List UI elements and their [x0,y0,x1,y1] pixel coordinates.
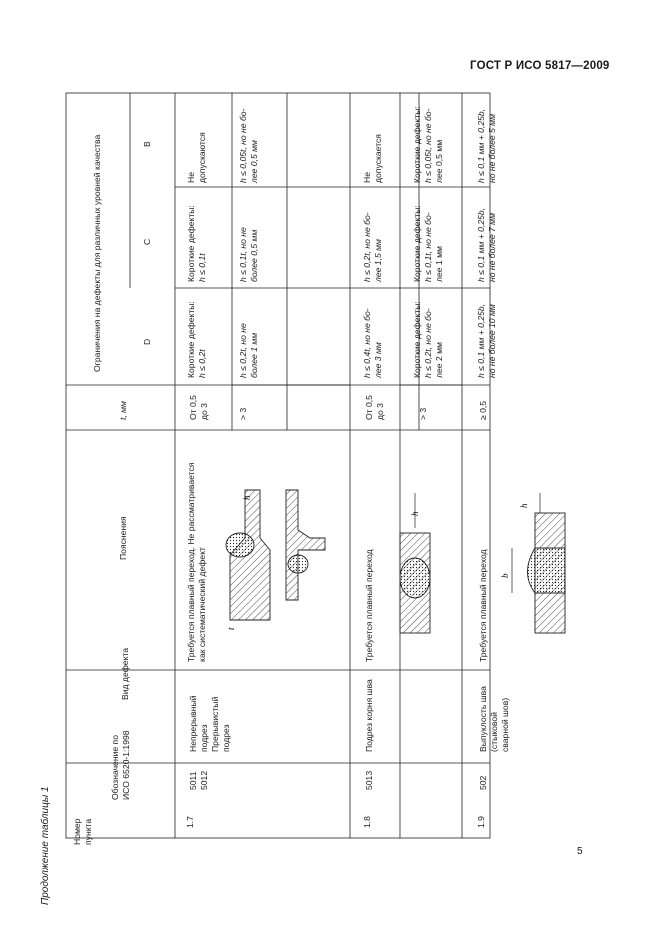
page-number: 5 [577,846,583,857]
header-explanations: Пояснения [118,516,128,560]
header-level-c: C [142,238,152,245]
fig-label-h: h [242,495,252,500]
row-1-8-c-1: h ≤ 0,2t, но не бо- лее 1,5 мм [362,212,383,282]
header-iso-ref: Обозначение по ИСО 6520-1:1998 [110,730,131,800]
row-1-9-d: h ≤ 0,1 мм + 0,25b, но не более 10 мм [476,303,497,378]
row-1-8-explanation: Требуется плавный переход [364,549,374,662]
row-1-8-iso-ref: 5013 [364,770,374,790]
row-1-7-b-2: h ≤ 0,05t, но не бо- лее 0,5 мм [238,108,259,183]
header-level-d: D [142,338,152,345]
row-1-8-d-2: Короткие дефекты: h ≤ 0,2t, но не бо- лее 2 мм [412,301,444,378]
header-level-b: B [142,141,152,147]
row-1-7-d-2: h ≤ 0,2t, но не более 1 мм [238,323,259,378]
row-1-8-t-2: > 3 [418,407,428,420]
undercut-figure [190,470,340,640]
root-undercut-figure [385,488,445,638]
row-1-8-c-2: Короткие дефекты: h ≤ 0,1t, но не бо- лее 1 мм [412,205,444,282]
row-1-9-iso-ref: 502 [478,775,488,790]
row-1-7-t-1: От 0,5 до 3 [188,395,209,420]
row-1-9-item-no: 1.9 [476,816,486,828]
fig-label-h3: h [519,503,529,508]
row-1-8-b-2: Короткие дефекты: h ≤ 0,05t, но не бо- лее 0,5 мм [412,106,444,183]
header-defect-type: Вид дефекта [120,647,130,700]
row-1-9-c: h ≤ 0,1 мм + 0,25b, но не более 7 мм [476,207,497,282]
row-1-9-explanation: Требуется плавный переход [478,549,488,662]
row-1-7-defect-type: Непрерывный подрез Прерывистый подрез [188,695,231,752]
table-caption: Продолжение таблицы 1 [40,786,51,905]
header-thickness: t, мм [118,401,128,420]
row-1-9-b: h ≤ 0,1 мм + 0,25b, но не более 5 мм [476,108,497,183]
fig-label-t: t [226,627,236,630]
row-1-9-defect-type: Выпуклость шва (стыковой сварной шов) [478,686,510,752]
row-1-8-item-no: 1.8 [362,816,372,828]
fig-label-h2: h [410,511,420,516]
row-1-7-d-1: Короткие дефекты: h ≤ 0,2t [186,301,207,378]
header-item-no: Номер пункта [72,818,93,845]
row-1-7-explanation: Требуется плавный переход. Не рассматривается как систематический дефект [186,462,207,662]
fig-label-b: b [500,573,510,578]
row-1-7-t-2: > 3 [238,407,248,420]
row-1-8-b-1: Не допускается [362,134,383,183]
row-1-7-iso-ref: 5011 5012 [188,770,209,790]
row-1-8-t-1: От 0,5 до 3 [364,395,385,420]
document-header: ГОСТ Р ИСО 5817—2009 [470,60,610,72]
row-1-7-c-2: h ≤ 0,1t, но не более 0,5 мм [238,227,259,282]
row-1-8-d-1: h ≤ 0,4t, но не бо- лее 3 мм [362,308,383,378]
row-1-9-t: ≥ 0,5 [478,400,488,420]
weld-reinforcement-figure [500,488,580,638]
row-1-7-c-1: Короткие дефекты: h ≤ 0,1t [186,205,207,282]
row-1-7-item-no: 1.7 [185,816,195,828]
header-limits-group: Ограничения на дефекты для различных уровней качества [92,134,102,372]
row-1-7-b-1: Не допускаются [186,132,207,183]
row-1-8-defect-type: Подрез корня шва [364,679,374,752]
